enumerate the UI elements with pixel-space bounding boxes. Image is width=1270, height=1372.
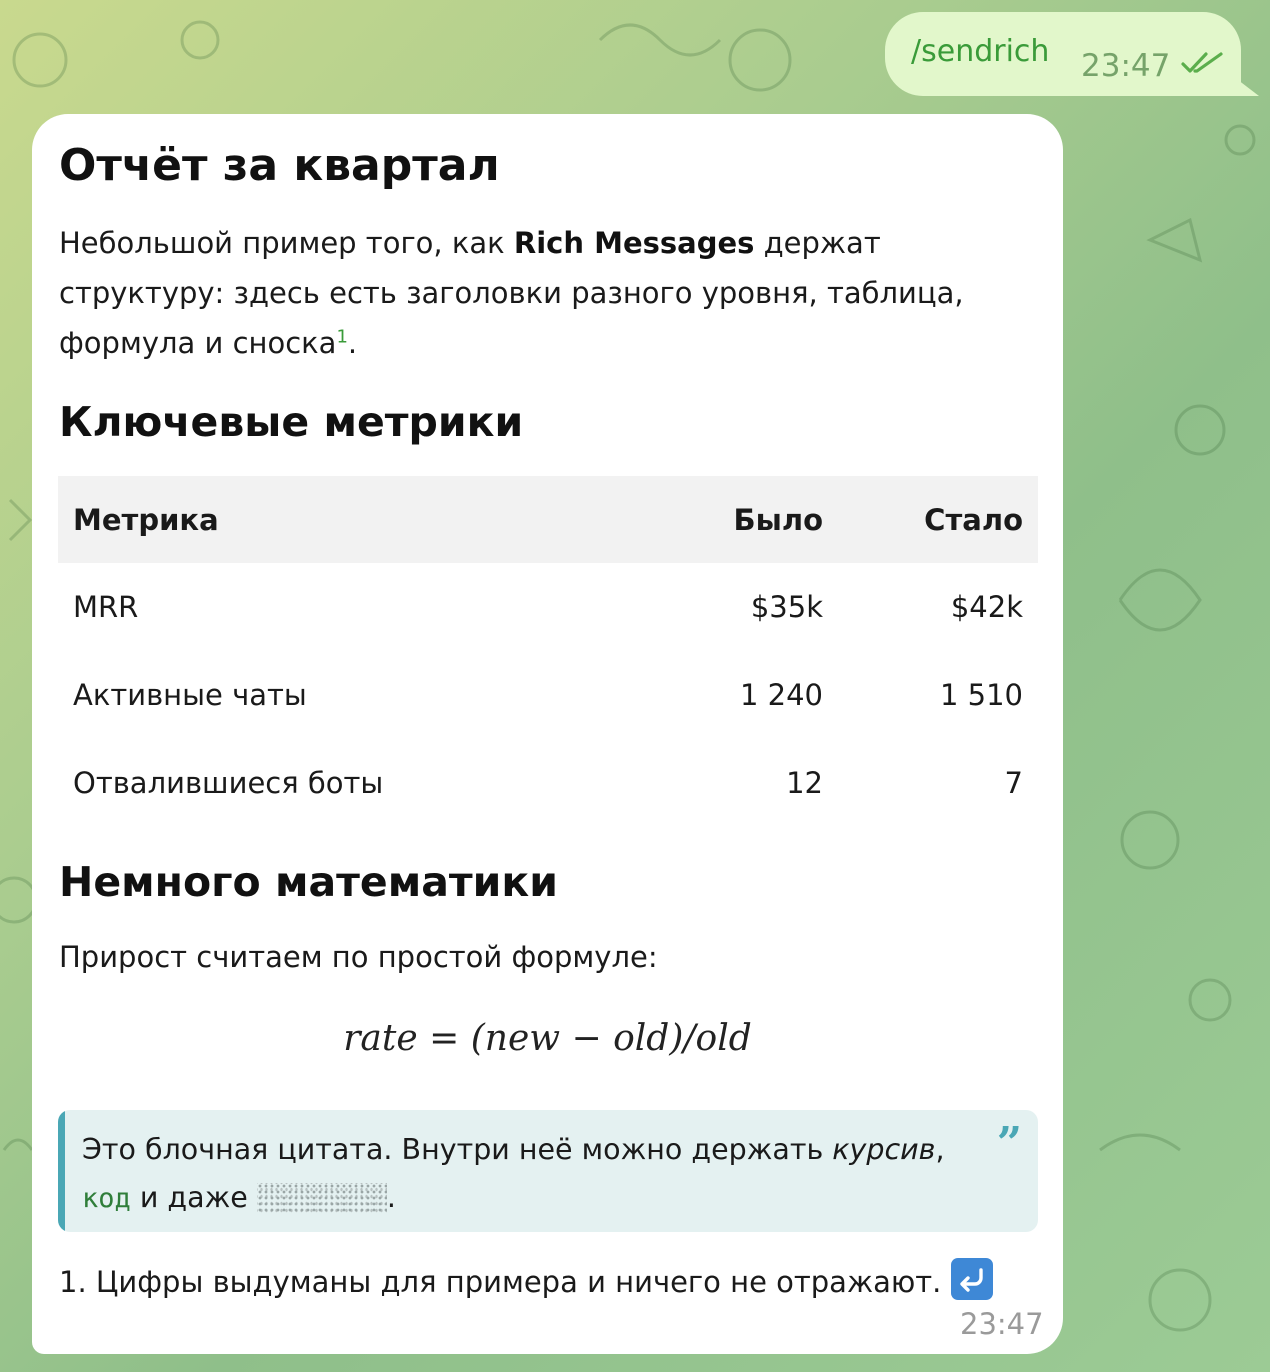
rich-message-card[interactable] bbox=[32, 114, 1063, 1354]
footnote-reference-link[interactable]: 1 bbox=[336, 326, 348, 348]
table-cell: 1 240 bbox=[739, 678, 823, 712]
quote-text-comma: , bbox=[935, 1133, 945, 1166]
formula-intro: Прирост считаем по простой формуле: bbox=[59, 940, 658, 974]
table-cell: $35k bbox=[750, 590, 823, 624]
quote-accent-bar bbox=[58, 1110, 65, 1232]
table-cell: $42k bbox=[950, 590, 1023, 624]
spoiler[interactable] bbox=[257, 1183, 387, 1213]
report-title: Отчёт за квартал bbox=[59, 140, 500, 191]
return-arrow-icon[interactable] bbox=[951, 1258, 993, 1300]
quote-italic-text: курсив bbox=[832, 1133, 936, 1166]
table-cell: Отвалившиеся боты bbox=[73, 766, 384, 800]
metrics-table bbox=[58, 476, 1038, 827]
math-formula: rate = (new − old)/old bbox=[343, 1018, 752, 1059]
outgoing-message-time: 23:47 bbox=[1081, 48, 1171, 84]
table-row bbox=[58, 739, 1038, 827]
table-header-cell: Стало bbox=[838, 476, 1038, 563]
table-row bbox=[58, 651, 1038, 739]
table-cell: 12 bbox=[786, 766, 823, 800]
footnote-text: 1. Цифры выдуманы для примера и ничего не отражают. bbox=[59, 1265, 942, 1299]
table-cell: MRR bbox=[73, 590, 139, 624]
intro-text-start: Небольшой пример того, как bbox=[59, 226, 514, 260]
intro-paragraph bbox=[59, 218, 1049, 368]
table-header-row bbox=[58, 476, 1038, 563]
double-check-icon bbox=[1181, 52, 1225, 74]
section-heading-metrics: Ключевые метрики bbox=[59, 398, 524, 446]
table-header-cell: Было bbox=[568, 476, 838, 563]
intro-text-end: . bbox=[347, 326, 358, 360]
message-time: 23:47 bbox=[960, 1307, 1044, 1341]
quote-mark-icon: ” bbox=[996, 1118, 1022, 1169]
outgoing-message[interactable] bbox=[885, 12, 1241, 96]
table-cell: Активные чаты bbox=[73, 678, 307, 712]
quote-text-middle: и даже bbox=[130, 1181, 257, 1214]
table-cell: 7 bbox=[1004, 766, 1023, 800]
outgoing-message-text: /sendrich bbox=[911, 34, 1050, 69]
table-row bbox=[58, 563, 1038, 651]
inline-code[interactable]: код bbox=[82, 1183, 131, 1214]
section-heading-math: Немного математики bbox=[59, 858, 558, 906]
quote-text bbox=[82, 1126, 982, 1223]
intro-bold-text: Rich Messages bbox=[513, 226, 755, 260]
intro-text-middle: держат структуру: здесь есть заголовки разного уровня, таблица, формула и сноска bbox=[59, 226, 964, 360]
footnote bbox=[59, 1258, 993, 1300]
quote-text-end: . bbox=[386, 1181, 396, 1214]
table-header-cell: Метрика bbox=[58, 476, 568, 563]
quote-text-start: Это блочная цитата. Внутри неё можно держать bbox=[82, 1133, 833, 1166]
table-cell: 1 510 bbox=[939, 678, 1023, 712]
block-quote bbox=[58, 1110, 1038, 1232]
